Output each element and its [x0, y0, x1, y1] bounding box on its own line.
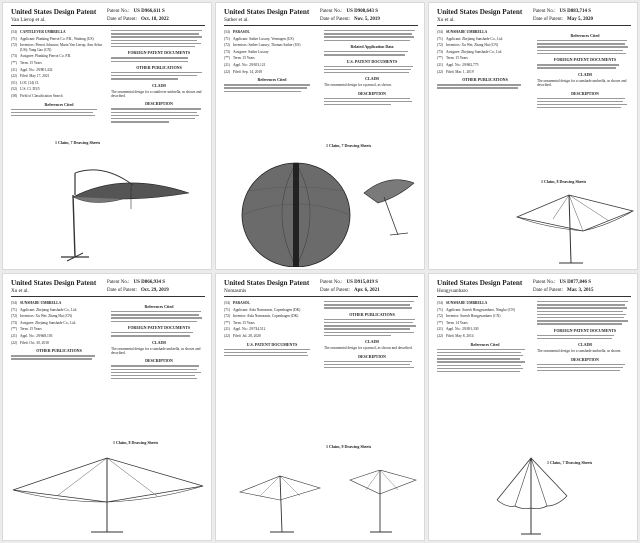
patent-header	[224, 279, 418, 297]
references-column: References Cited FOREIGN PATENT DOCUMENTS CLAIM The ornamental design for a sunshade umbrella, as shown and described. DESCRIPTION	[111, 301, 207, 381]
section-heading: References Cited	[44, 101, 74, 107]
claim-text: The ornamental design for a sunshade umbrella, as shown.	[537, 349, 622, 354]
patent-number: Patent No.: US D866,934 S	[107, 280, 166, 285]
sunshade-umbrella-drawing	[513, 191, 637, 267]
patent-title: United States Design Patent	[11, 279, 97, 287]
patent-number: Patent No.: US D883,714 S	[533, 9, 592, 14]
references-column: Related Application Data U.S. PATENT DOCUMENTS CLAIM The ornamental design for a parasol, as shown. DESCRIPTION	[324, 30, 420, 107]
figure-caption: 1 Claim, 8 Drawing Sheets	[541, 179, 587, 184]
patent-page-1[interactable]	[2, 2, 212, 270]
patent-inventor: Hongyuanbaro	[437, 288, 468, 294]
references-column: OTHER PUBLICATIONS CLAIM The ornamental design for a parasol, as shown and described. DESCRIPTION	[324, 301, 420, 370]
references-column: FOREIGN PATENT DOCUMENTS OTHER PUBLICATIONS CLAIM The ornamental design for a cantilever umbrella, as shown and described. DESCRIPTION	[111, 30, 207, 124]
claim-text: The ornamental design for a cantilever umbrella, as shown and described.	[111, 89, 202, 99]
patent-inventor: Sather et al.	[224, 17, 249, 23]
patent-page-2[interactable]	[215, 2, 425, 270]
references-column: References Cited FOREIGN PATENT DOCUMENTS CLAIM The ornamental design for a sunshade umbrella, as shown and described. DESCRIPTION	[537, 30, 633, 110]
patent-page-4[interactable]	[2, 273, 212, 541]
bibliographic-column: (54) PARASOL (71) Applicant: Aida Nomasmis, Copenhagen (DK) (72) Inventor: Aida Nomasmis, Copenhagen (DK) (**) Term: 15 Years (21) Appl. No.: 29/744,512 (22) Filed: Jul. 28, 2020 U.S. PATENT DOCUMENTS	[224, 301, 320, 358]
patent-date: Date of Patent: Apr. 6, 2021	[320, 288, 380, 293]
bibliographic-column: (54) SUNSHADE UMBRELLA (71) Applicant: Zhejiang Sunshade Co., Ltd. (72) Inventors: Xu Wei; Zhang Hui (CN) (73) Assignee: Zhejiang Sunshade Co., Ltd. (**) Term: 15 Years (21) Appl. No.: 29/682,775 (22) Filed: Mar. 1, 2019 OTHER PUBLICATIONS	[437, 30, 533, 91]
patent-title: United States Design Patent	[11, 8, 97, 16]
patent-inventor: Nomasmis	[224, 288, 247, 294]
claim-text: The ornamental design for a parasol, as shown and described.	[324, 346, 413, 351]
patent-header	[11, 279, 205, 297]
patent-date: Date of Patent: May 5, 2020	[533, 17, 593, 22]
patent-number: Patent No.: US D915,019 S	[320, 280, 379, 285]
patent-inventor: Xu et al.	[11, 288, 29, 294]
figure-caption: 1 Claim, 7 Drawing Sheets	[326, 143, 372, 148]
figure-caption: 1 Claim, 7 Drawing Sheets	[55, 140, 101, 145]
figure-caption: 1 Claim, 8 Drawing Sheets	[113, 440, 159, 445]
patent-date: Date of Patent: Oct. 18, 2022	[107, 17, 169, 22]
patent-title: United States Design Patent	[224, 8, 310, 16]
sunshade-umbrella-drawing	[491, 452, 571, 538]
patent-page-3[interactable]	[428, 2, 638, 270]
patent-header	[224, 8, 418, 26]
patent-number: Patent No.: US D966,611 S	[107, 9, 165, 14]
references-column: FOREIGN PATENT DOCUMENTS CLAIM The ornamental design for a sunshade umbrella, as shown. DESCRIPTION	[537, 301, 633, 373]
parasol-drawing	[220, 470, 420, 538]
figure-caption: 1 Claim, 9 Drawing Sheets	[326, 444, 372, 449]
figure-caption: 1 Claim, 7 Drawing Sheets	[547, 460, 593, 465]
patent-header	[11, 8, 205, 26]
patent-inventor: Xu et al.	[437, 17, 455, 23]
patent-date: Date of Patent: Mar. 3, 2015	[533, 288, 594, 293]
claim-text: The ornamental design for a sunshade umbrella, as shown and described.	[111, 346, 201, 355]
patent-title: United States Design Patent	[224, 279, 310, 287]
patent-header	[437, 8, 631, 26]
patent-title: United States Design Patent	[437, 8, 523, 16]
cantilever-umbrella-drawing	[43, 153, 193, 265]
claim-text: The ornamental design for a parasol, as shown.	[324, 83, 392, 88]
bibliographic-column: (54) PARASOL (71) Applicant: Sather Luxury, Vermagen (US) (72) Inventors: Sather Luxury; Thomas Sather (US) (73) Assignee: Sather Luxury (**) Term: 15 Years (21) Appl. No.: 29/653,121 (22) Filed: Sep. 14, 2018 References Cited	[224, 30, 320, 94]
patent-page-5[interactable]	[215, 273, 425, 541]
patent-date: Date of Patent: Nov. 5, 2019	[320, 17, 380, 22]
bibliographic-column: (54) SUNSHADE UMBRELLA (71) Applicant: Suresh Hongyuanbaro, Ningbo (CN) (72) Inventor: Suresh Hongyuanbaro (CN) (**) Term: 14 Years (21) Appl. No.: 29/491,330 (22) Filed: May 8, 2014 References Cited	[437, 301, 533, 374]
patent-page-6[interactable]	[428, 273, 638, 541]
patent-number: Patent No.: US D908,643 S	[320, 9, 379, 14]
sunshade-umbrella-drawing	[7, 450, 207, 538]
bibliographic-column: (54) SUNSHADE UMBRELLA (71) Applicant: Zhejiang Sunshade Co., Ltd. (72) Inventors: Xu Wei; Zhang Hui (CN) (73) Assignee: Zhejiang Sunshade Co., Ltd. (**) Term: 15 Years (21) Appl. No.: 29/668,103 (22) Filed: Oct. 30, 2018 OTHER PUBLICATIONS	[11, 301, 107, 362]
patent-date: Date of Patent: Oct. 29, 2019	[107, 288, 169, 293]
parasol-drawing	[238, 153, 422, 267]
bibliographic-column: (54) CANTILEVER UMBRELLA (71) Applicant: Planking Pierrot Co. P.R., Wadong (US) (72) Inventors: Pierrot Johnson; Maria Van Lierop, Ann Arbor (US); Yang Gao (CN) (73) Assignee: Planking Pierrot Co. P.R. (**) Term: 15 Years (21) Appl. No.: 29/801,432 (22) Filed: May 17, 2021 (51) LOC (14) Cl. (52) U.S. Cl. D3/5 (58) Field of Classification Search References Cited	[11, 30, 107, 118]
patent-inventor: Van Lierop et al.	[11, 17, 46, 23]
patent-number: Patent No.: US D877,846 S	[533, 280, 592, 285]
patent-title: United States Design Patent	[437, 279, 523, 287]
patent-header	[437, 279, 631, 297]
claim-text: The ornamental design for a sunshade umbrella, as shown and described.	[537, 78, 627, 88]
